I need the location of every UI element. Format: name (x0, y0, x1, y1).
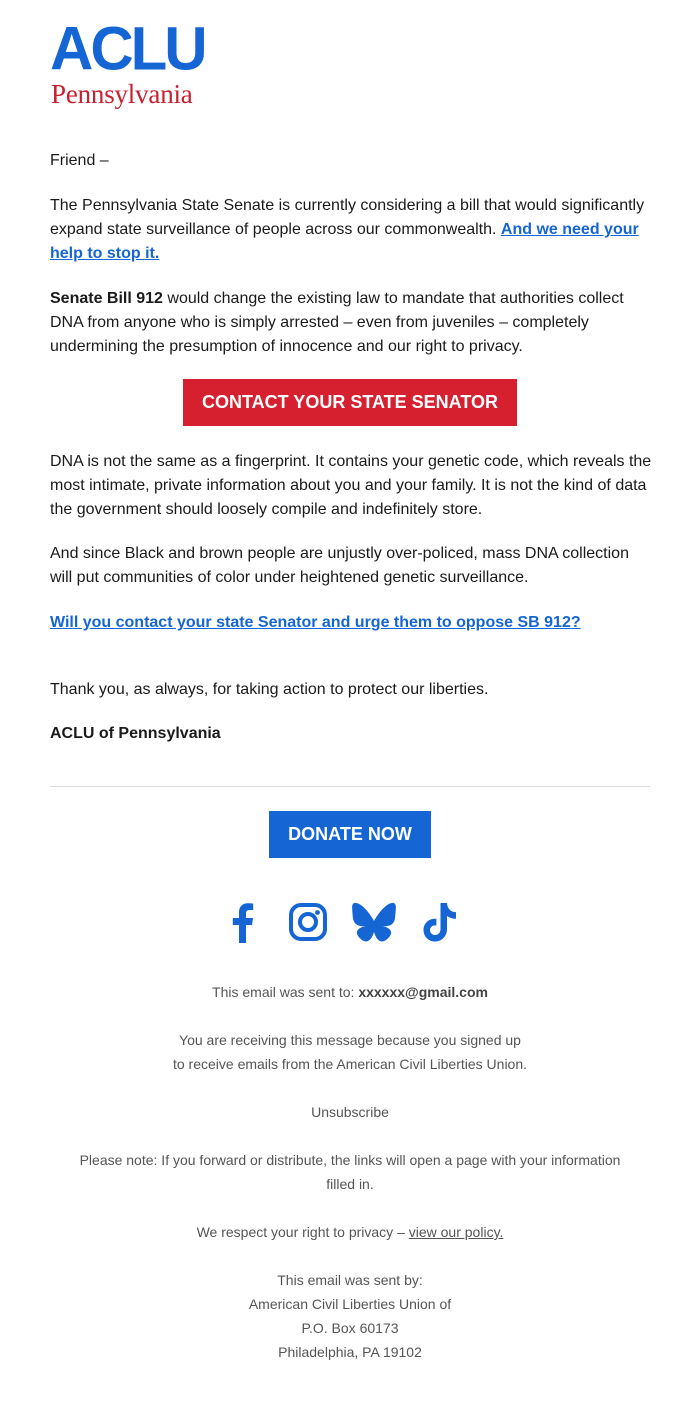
privacy-line (50, 1220, 650, 1244)
logo-aclu-text: ACLU (50, 14, 205, 83)
divider (50, 786, 650, 787)
paragraph-cta (50, 611, 630, 635)
paragraph-intro-text: The Pennsylvania State Senate is currently considering a bill that would significantly expand state surveillance of people across our commonwealth. (50, 197, 645, 238)
unsubscribe-row (50, 1100, 650, 1124)
note-line-2: filled in. (326, 1176, 374, 1192)
greeting: Friend – (50, 152, 109, 169)
sent-to-line (50, 980, 650, 1004)
tiktok-icon[interactable] (421, 899, 459, 945)
aclu-pennsylvania-logo[interactable] (50, 14, 210, 112)
address-line-3: Philadelphia, PA 19102 (278, 1344, 422, 1360)
recipient-email: xxxxxx@gmail.com (358, 984, 488, 1000)
donate-button[interactable]: DONATE NOW (269, 811, 431, 858)
paragraph-bill (50, 287, 655, 359)
contact-senator-link[interactable]: Will you contact your state Senator and urge them to oppose SB 912? (50, 614, 581, 631)
paragraph-bill-text: would change the existing law to mandate that authorities collect DNA from anyone who is simply arrested – even from juveniles – completely undermining the presumption of innocence and our right to privacy. (50, 290, 624, 355)
address-line-2: P.O. Box 60173 (301, 1320, 399, 1336)
sent-by-label: This email was sent by: (277, 1272, 423, 1288)
facebook-icon[interactable] (225, 899, 259, 945)
stop-it-link[interactable]: And we need your help to stop it. (50, 221, 639, 262)
thanks-text: Thank you, as always, for taking action to protect our liberties. (50, 681, 489, 698)
paragraph-surveillance: And since Black and brown people are unjustly over-policed, mass DNA collection will put communities of color under heightened genetic surveillance. (50, 545, 629, 586)
sent-to-label: This email was sent to: (212, 984, 359, 1000)
privacy-policy-link[interactable]: view our policy. (408, 1224, 504, 1240)
reason-line-1: You are receiving this message because you signed up (179, 1032, 521, 1048)
bluesky-icon[interactable] (351, 899, 397, 945)
bill-name: Senate Bill 912 (50, 290, 163, 307)
signature: ACLU of Pennsylvania (50, 725, 221, 742)
paragraph-intro (50, 194, 655, 266)
privacy-text: We respect your right to privacy – (196, 1224, 409, 1240)
reason-line-2: to receive emails from the American Civil Liberties Union. (172, 1056, 528, 1072)
contact-senator-button[interactable]: CONTACT YOUR STATE SENATOR (183, 379, 517, 426)
note-line-1: Please note: If you forward or distribute, the links will open a page with your information (79, 1152, 621, 1168)
logo-pennsylvania-text: Pennsylvania (51, 79, 193, 109)
address-line-1: American Civil Liberties Union of (248, 1296, 452, 1312)
instagram-icon[interactable] (287, 899, 329, 945)
unsubscribe-link[interactable]: Unsubscribe (311, 1104, 389, 1120)
paragraph-dna: DNA is not the same as a fingerprint. It contains your genetic code, which reveals the most intimate, private information about you and your family. It is not the kind of data the government should loosely compile and indefinitely store. (50, 453, 652, 518)
